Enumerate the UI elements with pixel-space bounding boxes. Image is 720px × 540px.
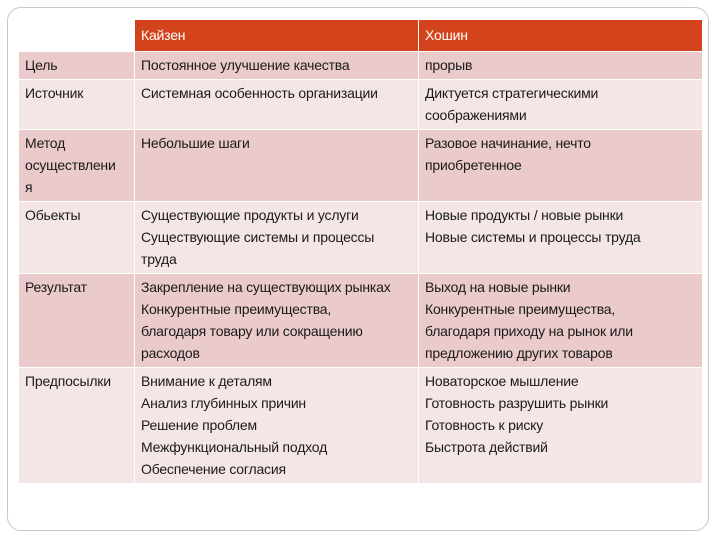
kaizen-cell: Системная особенность организации xyxy=(135,80,419,130)
row-prerequisites xyxy=(19,368,703,484)
header-hoshin: Хошин xyxy=(419,20,703,52)
row-method xyxy=(19,130,703,202)
kaizen-cell: Внимание к деталям Анализ глубинных причин Решение проблем Межфункциональный подход Обеспечение согласия xyxy=(135,368,419,484)
row-objects xyxy=(19,202,703,274)
hoshin-cell: Диктуется стратегическими соображениями xyxy=(419,80,703,130)
header-row xyxy=(19,20,703,52)
row-label: Обьекты xyxy=(19,202,135,274)
row-goal xyxy=(19,52,703,80)
comparison-table xyxy=(18,19,703,484)
hoshin-cell: прорыв xyxy=(419,52,703,80)
row-result xyxy=(19,274,703,368)
row-label: Результат xyxy=(19,274,135,368)
kaizen-cell: Существующие продукты и услуги Существующие системы и процессы труда xyxy=(135,202,419,274)
kaizen-cell: Закрепление на существующих рынках Конкурентные преимущества, благодаря товару или сокращению расходов xyxy=(135,274,419,368)
row-source xyxy=(19,80,703,130)
kaizen-cell: Постоянное улучшение качества xyxy=(135,52,419,80)
hoshin-cell: Новаторское мышление Готовность разрушить рынки Готовность к риску Быстрота действий xyxy=(419,368,703,484)
hoshin-cell: Новые продукты / новые рынки Новые системы и процессы труда xyxy=(419,202,703,274)
hoshin-cell: Разовое начинание, нечто приобретенное xyxy=(419,130,703,202)
row-label: Метод осуществлени я xyxy=(19,130,135,202)
row-label: Источник xyxy=(19,80,135,130)
row-label: Предпосылки xyxy=(19,368,135,484)
header-kaizen: Кайзен xyxy=(135,20,419,52)
hoshin-cell: Выход на новые рынки Конкурентные преимущества, благодаря приходу на рынок или предложению других товаров xyxy=(419,274,703,368)
header-corner-cell xyxy=(19,20,135,52)
row-label: Цель xyxy=(19,52,135,80)
kaizen-cell: Небольшие шаги xyxy=(135,130,419,202)
